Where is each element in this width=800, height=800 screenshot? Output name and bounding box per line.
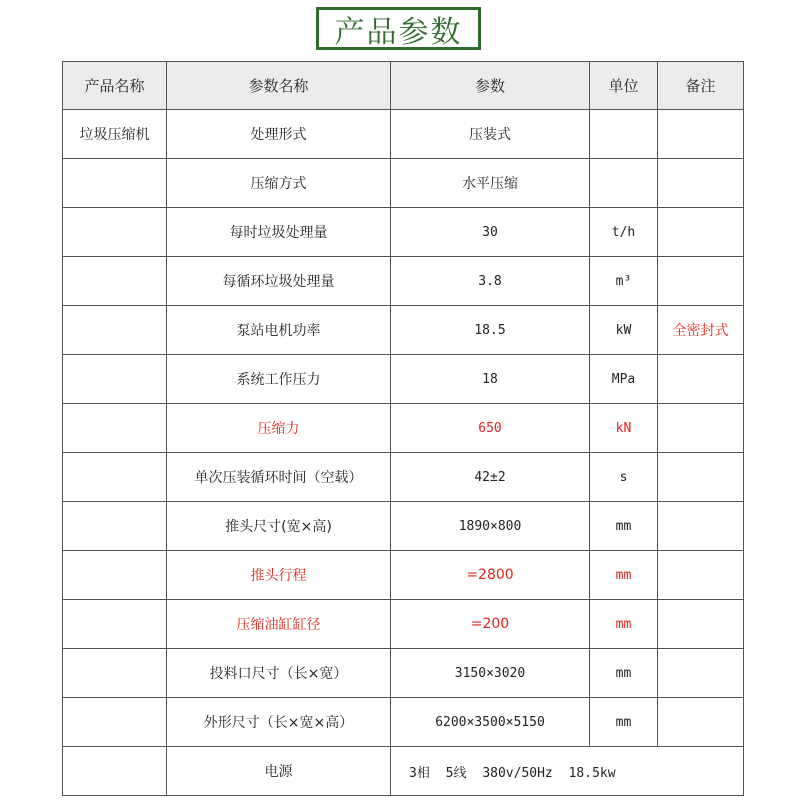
remark-cell	[658, 159, 744, 208]
unit-cell: mm	[590, 600, 658, 649]
remark-cell	[658, 649, 744, 698]
param-name-cell: 压缩油缸缸径	[167, 600, 391, 649]
param-name-cell: 处理形式	[167, 110, 391, 159]
table-row	[63, 306, 744, 355]
param-value-cell: 1890×800	[391, 502, 590, 551]
param-value-cell: 18.5	[391, 306, 590, 355]
table-row	[63, 159, 744, 208]
table-row	[63, 110, 744, 159]
product-name-cell	[63, 306, 167, 355]
param-name-cell: 单次压装循环时间（空载）	[167, 453, 391, 502]
param-value-cell: 30	[391, 208, 590, 257]
header-param-value: 参数	[391, 62, 590, 110]
power-phase: 3相	[409, 765, 430, 781]
param-value-cell: 3150×3020	[391, 649, 590, 698]
product-name-cell: 垃圾压缩机	[63, 110, 167, 159]
param-value-cell: 6200×3500×5150	[391, 698, 590, 747]
table-row	[63, 649, 744, 698]
unit-cell	[590, 159, 658, 208]
product-name-cell	[63, 355, 167, 404]
param-name-cell: 系统工作压力	[167, 355, 391, 404]
remark-cell	[658, 110, 744, 159]
remark-cell	[658, 453, 744, 502]
product-name-cell	[63, 208, 167, 257]
param-value-cell: =2800	[391, 551, 590, 600]
param-value-cell: 水平压缩	[391, 159, 590, 208]
param-value-cell: =200	[391, 600, 590, 649]
remark-cell	[658, 404, 744, 453]
table-row	[63, 355, 744, 404]
product-name-cell	[63, 600, 167, 649]
unit-cell: kW	[590, 306, 658, 355]
unit-cell: kN	[590, 404, 658, 453]
unit-cell: mm	[590, 502, 658, 551]
table-row	[63, 551, 744, 600]
remark-cell	[658, 257, 744, 306]
unit-cell: m³	[590, 257, 658, 306]
table-row	[63, 502, 744, 551]
table-row-power	[63, 747, 744, 796]
unit-cell: s	[590, 453, 658, 502]
product-name-cell	[63, 698, 167, 747]
product-name-cell	[63, 257, 167, 306]
header-product-name: 产品名称	[63, 62, 167, 110]
param-name-cell: 泵站电机功率	[167, 306, 391, 355]
remark-cell	[658, 208, 744, 257]
table-row	[63, 600, 744, 649]
param-value-cell: 42±2	[391, 453, 590, 502]
remark-cell: 全密封式	[658, 306, 744, 355]
product-name-cell	[63, 404, 167, 453]
product-name-cell	[63, 453, 167, 502]
table-row	[63, 257, 744, 306]
param-name-cell: 推头尺寸(宽×高)	[167, 502, 391, 551]
power-wires: 5线	[445, 765, 467, 781]
product-name-cell	[63, 159, 167, 208]
param-name-cell: 每循环垃圾处理量	[167, 257, 391, 306]
header-param-name: 参数名称	[167, 62, 391, 110]
unit-cell: mm	[590, 698, 658, 747]
unit-cell	[590, 110, 658, 159]
power-rating: 18.5kw	[568, 765, 616, 781]
param-value-cell: 650	[391, 404, 590, 453]
param-name-cell: 投料口尺寸（长×宽）	[167, 649, 391, 698]
unit-cell: mm	[590, 551, 658, 600]
param-value-cell: 18	[391, 355, 590, 404]
page-title: 产品参数	[316, 7, 481, 50]
header-unit: 单位	[590, 62, 658, 110]
param-value-cell: 3.8	[391, 257, 590, 306]
unit-cell: MPa	[590, 355, 658, 404]
power-spec-cell	[391, 747, 744, 796]
param-name-cell: 电源	[167, 747, 391, 796]
param-value-cell: 压装式	[391, 110, 590, 159]
remark-cell	[658, 355, 744, 404]
product-name-cell	[63, 649, 167, 698]
product-name-cell	[63, 551, 167, 600]
remark-cell	[658, 551, 744, 600]
parameter-table	[62, 61, 744, 796]
power-voltage: 380v/50Hz	[482, 765, 553, 781]
table-row	[63, 208, 744, 257]
param-name-cell: 压缩力	[167, 404, 391, 453]
product-name-cell	[63, 747, 167, 796]
param-name-cell: 推头行程	[167, 551, 391, 600]
table-row	[63, 404, 744, 453]
header-remark: 备注	[658, 62, 744, 110]
param-name-cell: 每时垃圾处理量	[167, 208, 391, 257]
remark-cell	[658, 600, 744, 649]
param-name-cell: 外形尺寸（长×宽×高）	[167, 698, 391, 747]
table-header-row	[63, 62, 744, 110]
unit-cell: mm	[590, 649, 658, 698]
remark-cell	[658, 502, 744, 551]
product-name-cell	[63, 502, 167, 551]
param-name-cell: 压缩方式	[167, 159, 391, 208]
remark-cell	[658, 698, 744, 747]
table-row	[63, 453, 744, 502]
table-row	[63, 698, 744, 747]
unit-cell: t/h	[590, 208, 658, 257]
